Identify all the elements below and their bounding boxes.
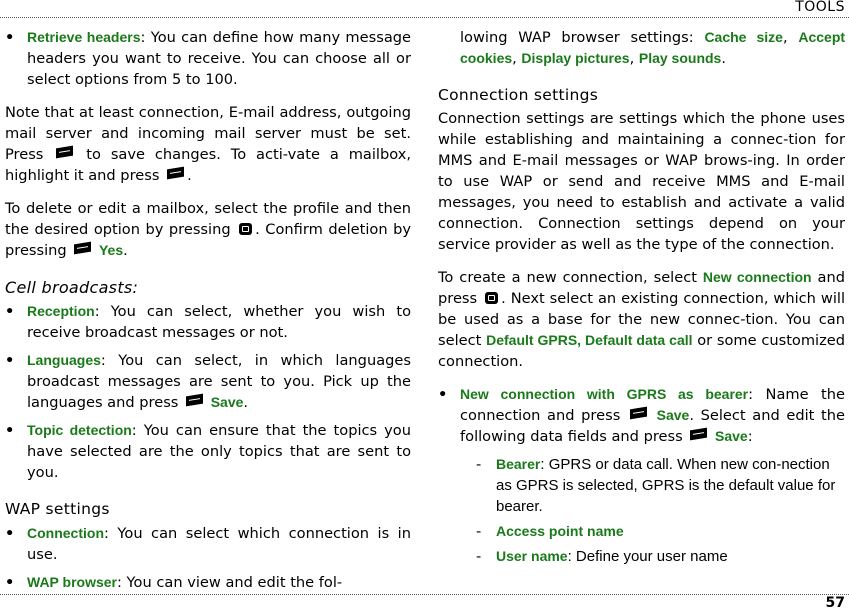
keyword: Topic detection: [27, 422, 132, 438]
bullet-text: .: [243, 394, 249, 411]
bullet-text: : You can view and edit the fol-: [117, 574, 343, 591]
keyword: Reception: [27, 303, 95, 319]
keyword: Access point name: [496, 523, 624, 539]
bullet-text: : You can define how many message headers you want to receive. You can choose all or select options from 5 to 100.: [27, 29, 412, 88]
bullet-text: : Name the connection and press: [460, 386, 846, 424]
page-number: 57: [825, 595, 845, 611]
paragraph-text: . Next select an existing connection, which will be used as a base for the new connec-tion. You can select: [438, 290, 845, 349]
bullet-wap-browser: [5, 572, 411, 593]
paragraph-mailbox-settings: [5, 102, 411, 186]
bullet-topic-detection: [5, 420, 411, 483]
keyword: Yes: [98, 242, 124, 258]
left-softkey-icon: [167, 167, 184, 180]
keyword: Save: [715, 428, 748, 444]
joystick-key-icon: [485, 292, 498, 304]
right-column: [438, 27, 845, 567]
paragraph-text: Note that at least connection, E-mail address, outgoing mail server and incoming mail server must be set. Press: [5, 104, 411, 163]
paragraph-text: To delete or edit a mailbox, select the profile and then the desired option by pressing: [5, 200, 411, 238]
bullet-icon: •: [5, 29, 15, 46]
left-softkey-icon: [690, 428, 707, 441]
left-column: [5, 27, 411, 600]
keyword: Cache size: [704, 29, 783, 45]
left-softkey-icon: [630, 407, 647, 420]
heading-wap-settings: WAP settings: [5, 500, 110, 518]
heading-connection-settings: Connection settings: [438, 86, 599, 104]
paragraph-connection-intro: Connection settings are settings which the phone uses while establishing and maintaining a connec-tion for MMS and E-mail messages or WAP brows-ing. In order to use WAP or send and receive MMS and E-mail messages, you need to establish and activate a valid connection. Connection settings depend on your service provider as well as the type of the connection.: [438, 110, 845, 253]
bullet-text: : You can ensure that the topics you have selected are the only topics that are sent to you.: [27, 422, 411, 481]
paragraph-text: and press: [438, 269, 845, 307]
keyword: Default GPRS, Default data call: [486, 332, 693, 348]
bullet-icon: •: [5, 303, 15, 320]
bullet-languages: [5, 350, 411, 413]
keyword: New connection with GPRS as bearer: [460, 386, 749, 402]
keyword: Display pictures: [521, 50, 630, 66]
left-softkey-icon: [186, 394, 203, 407]
subitem-access-point-name: [438, 521, 845, 542]
dash-marker: -: [476, 456, 482, 473]
bullet-icon: •: [5, 422, 15, 439]
subitem-user-name: [438, 546, 845, 567]
bullet-reception: [5, 301, 411, 343]
bullet-text: . Select and edit the following data fields and press: [460, 407, 845, 445]
bullet-retrieve-headers: [5, 27, 411, 90]
bullet-text: :: [747, 428, 753, 445]
paragraph-text: .: [187, 167, 192, 184]
paragraph-text: or some customized connection.: [438, 332, 846, 370]
bullet-text: : You can select, in which languages broadcast messages are sent to you. Pick up the languages and press: [27, 352, 411, 411]
keyword: Connection: [27, 525, 104, 541]
joystick-key-icon: [239, 223, 252, 235]
header-divider: [0, 17, 849, 18]
keyword: User name: [496, 548, 568, 564]
paragraph-text: to save changes. To acti-vate a mailbox, highlight it and press: [5, 146, 412, 184]
bullet-connection: [5, 523, 411, 565]
section-title: TOOLS: [795, 0, 845, 15]
bullet-icon: •: [5, 574, 15, 591]
dash-marker: -: [476, 523, 482, 540]
paragraph-text: lowing WAP browser settings:: [460, 29, 694, 46]
left-softkey-icon: [74, 242, 91, 255]
bullet-text: : You can select which connection is in use.: [27, 525, 411, 563]
paragraph-text: To create a new connection, select: [438, 269, 697, 286]
keyword: Play sounds: [638, 50, 722, 66]
subitem-text: : Define your user name: [567, 548, 728, 565]
keyword: Accept cookies: [460, 29, 846, 66]
bullet-icon: •: [5, 525, 15, 542]
heading-cell-broadcasts: Cell broadcasts:: [5, 278, 139, 297]
keyword: New connection: [702, 269, 812, 285]
paragraph-text: . Confirm deletion by pressing: [5, 221, 411, 259]
subitem-bearer: [438, 454, 845, 517]
subitem-text: : GPRS or data call. When new con-nection as GPRS is selected, GPRS is the default value for bearer.: [496, 456, 836, 515]
keyword: Save: [210, 394, 244, 410]
page-header: [0, 0, 849, 16]
keyword: Languages: [27, 352, 101, 368]
bullet-text: : You can select, whether you wish to receive broadcast messages or not.: [27, 303, 411, 341]
footer-divider: [0, 594, 849, 595]
bullet-icon: •: [438, 386, 448, 403]
keyword: WAP browser: [27, 574, 117, 590]
paragraph-new-connection: [438, 267, 845, 372]
paragraph-text: .: [123, 242, 128, 259]
left-softkey-icon: [56, 146, 73, 159]
keyword: Retrieve headers: [27, 29, 141, 45]
bullet-icon: •: [5, 352, 15, 369]
keyword: Save: [656, 407, 690, 423]
keyword: Bearer: [496, 456, 541, 472]
paragraph-wap-continued: lowing WAP browser settings: Cache size, Accept cookies, Display pictures, Play sounds.: [460, 29, 846, 67]
bullet-new-connection-gprs: [438, 384, 845, 447]
dash-marker: -: [476, 548, 482, 565]
paragraph-delete-mailbox: [5, 198, 411, 261]
